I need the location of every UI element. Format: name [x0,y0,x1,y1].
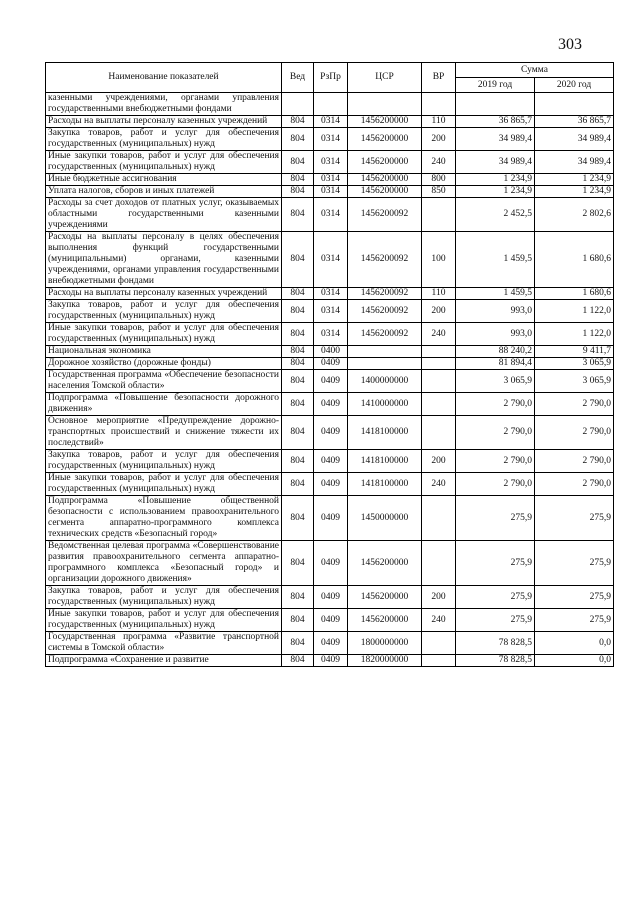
table-row [46,93,614,116]
row-2020-amount: 3 065,9 [535,358,614,370]
row-name: Иные закупки товаров, работ и услуг для обеспечения государственных (муниципальных) нужд [46,473,282,496]
row-2019-amount: 275,9 [456,541,535,586]
row-2020-amount [535,93,614,116]
table-row [46,300,614,323]
row-ved: 804 [282,609,314,632]
table-row [46,358,614,370]
header-2019: 2019 год [456,78,535,93]
row-2019-amount: 81 894,4 [456,358,535,370]
table-row [46,232,614,288]
row-2019-amount: 36 865,7 [456,116,535,128]
row-name: Подпрограмма «Повышение общественной безопасности с использованием правоохранительного сегмента аппаратно-программного комплекса технических средств «Безопасный город» [46,496,282,541]
row-2019-amount: 275,9 [456,586,535,609]
header-rzpr: РзПр [314,63,348,93]
row-csr: 1400000000 [348,370,422,393]
row-name: Иные закупки товаров, работ и услуг для обеспечения государственных (муниципальных) нужд [46,323,282,346]
row-vr [422,358,456,370]
row-vr [422,496,456,541]
table-row [46,586,614,609]
page-number: 303 [558,36,582,53]
row-vr: 200 [422,300,456,323]
row-rzpr: 0314 [314,151,348,174]
row-2020-amount: 2 790,0 [535,473,614,496]
row-ved: 804 [282,288,314,300]
row-2020-amount: 2 790,0 [535,450,614,473]
header-name: Наименование показателей [46,63,282,93]
row-vr [422,655,456,667]
row-csr: 1800000000 [348,632,422,655]
row-name: Дорожное хозяйство (дорожные фонды) [46,358,282,370]
row-ved: 804 [282,186,314,198]
table-row [46,323,614,346]
row-csr [348,346,422,358]
row-2020-amount: 1 680,6 [535,288,614,300]
row-2019-amount: 275,9 [456,609,535,632]
row-vr [422,541,456,586]
row-csr: 1456200000 [348,151,422,174]
row-2019-amount: 78 828,5 [456,632,535,655]
row-ved: 804 [282,198,314,232]
row-2020-amount: 1 680,6 [535,232,614,288]
row-ved: 804 [282,346,314,358]
row-2019-amount: 2 790,0 [456,393,535,416]
row-rzpr: 0409 [314,655,348,667]
table-row [46,174,614,186]
row-vr: 240 [422,323,456,346]
row-vr [422,93,456,116]
row-vr: 200 [422,128,456,151]
row-name: Государственная программа «Развитие транспортной системы в Томской области» [46,632,282,655]
row-name: Закупка товаров, работ и услуг для обеспечения государственных (муниципальных) нужд [46,450,282,473]
row-2020-amount: 34 989,4 [535,151,614,174]
row-name: казенными учреждениями, органами управления государственными внебюджетными фондами [46,93,282,116]
table-row [46,632,614,655]
row-2020-amount: 275,9 [535,541,614,586]
row-vr: 240 [422,151,456,174]
row-name: Иные закупки товаров, работ и услуг для обеспечения государственных (муниципальных) нужд [46,609,282,632]
table-row [46,288,614,300]
row-rzpr: 0409 [314,416,348,450]
row-name: Иные закупки товаров, работ и услуг для обеспечения государственных (муниципальных) нужд [46,151,282,174]
table-row [46,370,614,393]
budget-table [45,62,614,667]
row-vr [422,632,456,655]
header-csr: ЦСР [348,63,422,93]
row-2019-amount: 1 459,5 [456,288,535,300]
row-ved: 804 [282,632,314,655]
header-ved: Вед [282,63,314,93]
row-name: Подпрограмма «Сохранение и развитие [46,655,282,667]
row-name: Государственная программа «Обеспечение безопасности населения Томской области» [46,370,282,393]
row-2020-amount: 2 802,6 [535,198,614,232]
row-csr [348,358,422,370]
row-2020-amount: 34 989,4 [535,128,614,151]
row-rzpr: 0409 [314,609,348,632]
row-csr: 1418100000 [348,416,422,450]
row-2019-amount: 993,0 [456,300,535,323]
row-2020-amount: 9 411,7 [535,346,614,358]
row-rzpr: 0314 [314,323,348,346]
header-vr: ВР [422,63,456,93]
row-csr: 1450000000 [348,496,422,541]
row-vr: 110 [422,116,456,128]
table-row [46,609,614,632]
row-name: Закупка товаров, работ и услуг для обеспечения государственных (муниципальных) нужд [46,586,282,609]
row-2019-amount: 2 790,0 [456,450,535,473]
row-rzpr: 0409 [314,586,348,609]
table-row [46,473,614,496]
row-vr [422,346,456,358]
row-ved: 804 [282,151,314,174]
table-row [46,450,614,473]
row-2019-amount: 88 240,2 [456,346,535,358]
table-row [46,416,614,450]
row-vr: 110 [422,288,456,300]
row-ved: 804 [282,496,314,541]
table-row [46,116,614,128]
row-2020-amount: 1 122,0 [535,323,614,346]
row-ved: 804 [282,416,314,450]
row-2019-amount: 34 989,4 [456,128,535,151]
row-csr: 1456200000 [348,186,422,198]
row-2020-amount: 275,9 [535,586,614,609]
row-csr: 1456200000 [348,609,422,632]
table-row [46,496,614,541]
row-name: Закупка товаров, работ и услуг для обеспечения государственных (муниципальных) нужд [46,128,282,151]
row-ved: 804 [282,232,314,288]
row-rzpr: 0409 [314,496,348,541]
row-ved: 804 [282,358,314,370]
row-csr: 1410000000 [348,393,422,416]
row-name: Расходы за счет доходов от платных услуг, оказываемых областными государственными казенными учреждениями [46,198,282,232]
row-vr: 200 [422,586,456,609]
row-rzpr: 0314 [314,116,348,128]
row-name: Подпрограмма «Повышение безопасности дорожного движения» [46,393,282,416]
row-2020-amount: 1 234,9 [535,174,614,186]
row-csr: 1456200092 [348,232,422,288]
row-rzpr: 0314 [314,186,348,198]
row-2019-amount: 275,9 [456,496,535,541]
row-2020-amount: 2 790,0 [535,393,614,416]
row-csr: 1820000000 [348,655,422,667]
row-rzpr: 0314 [314,174,348,186]
row-2019-amount: 78 828,5 [456,655,535,667]
row-vr: 850 [422,186,456,198]
row-rzpr: 0409 [314,632,348,655]
row-name: Уплата налогов, сборов и иных платежей [46,186,282,198]
row-rzpr: 0409 [314,450,348,473]
row-2020-amount: 36 865,7 [535,116,614,128]
row-2020-amount: 3 065,9 [535,370,614,393]
row-ved: 804 [282,473,314,496]
row-name: Расходы на выплаты персоналу казенных учреждений [46,288,282,300]
row-ved: 804 [282,541,314,586]
row-2020-amount: 0,0 [535,632,614,655]
row-rzpr: 0314 [314,232,348,288]
row-vr: 240 [422,473,456,496]
row-2019-amount: 1 234,9 [456,174,535,186]
row-vr [422,370,456,393]
table-row [46,346,614,358]
row-ved: 804 [282,393,314,416]
row-ved: 804 [282,655,314,667]
row-name: Ведомственная целевая программа «Совершенствование развития правоохранительного сегмента аппаратно-программного комплекса «Безопасный город» и организации дорожного движения» [46,541,282,586]
row-csr: 1418100000 [348,473,422,496]
row-csr: 1456200092 [348,288,422,300]
row-csr: 1456200092 [348,323,422,346]
table-row [46,198,614,232]
row-csr: 1456200000 [348,541,422,586]
row-ved: 804 [282,116,314,128]
row-csr: 1456200000 [348,116,422,128]
row-2019-amount: 1 459,5 [456,232,535,288]
row-csr: 1456200000 [348,174,422,186]
table-row [46,186,614,198]
row-2020-amount: 275,9 [535,496,614,541]
row-vr: 100 [422,232,456,288]
row-ved: 804 [282,370,314,393]
row-rzpr: 0314 [314,198,348,232]
row-vr [422,393,456,416]
row-ved: 804 [282,323,314,346]
row-rzpr: 0409 [314,473,348,496]
row-vr [422,416,456,450]
row-name: Расходы на выплаты персоналу в целях обеспечения выполнения функций государственными (муниципальными) органами, казенными учреждениями, органами управления государственными внебюджетными фондами [46,232,282,288]
header-sum: Сумма [456,63,614,78]
table-row [46,128,614,151]
row-name: Основное мероприятие «Предупреждение дорожно-транспортных происшествий и снижение тяжести их последствий» [46,416,282,450]
row-2020-amount: 1 234,9 [535,186,614,198]
row-vr: 240 [422,609,456,632]
row-ved [282,93,314,116]
row-name: Национальная экономика [46,346,282,358]
row-rzpr: 0409 [314,358,348,370]
row-ved: 804 [282,586,314,609]
row-rzpr: 0314 [314,300,348,323]
row-2019-amount: 2 452,5 [456,198,535,232]
row-2020-amount: 1 122,0 [535,300,614,323]
row-vr: 200 [422,450,456,473]
row-2019-amount: 34 989,4 [456,151,535,174]
row-rzpr: 0409 [314,393,348,416]
row-2020-amount: 275,9 [535,609,614,632]
row-rzpr: 0400 [314,346,348,358]
row-rzpr [314,93,348,116]
row-vr: 800 [422,174,456,186]
table-row [46,541,614,586]
row-csr: 1456200000 [348,586,422,609]
row-ved: 804 [282,450,314,473]
row-2019-amount: 993,0 [456,323,535,346]
row-2019-amount: 1 234,9 [456,186,535,198]
row-rzpr: 0314 [314,128,348,151]
row-csr: 1456200000 [348,128,422,151]
row-rzpr: 0314 [314,288,348,300]
row-vr [422,198,456,232]
row-2019-amount: 2 790,0 [456,473,535,496]
row-2019-amount: 3 065,9 [456,370,535,393]
row-2020-amount: 2 790,0 [535,416,614,450]
row-2019-amount: 2 790,0 [456,416,535,450]
table-body [46,93,614,667]
row-ved: 804 [282,174,314,186]
row-ved: 804 [282,300,314,323]
header-2020: 2020 год [535,78,614,93]
table-row [46,151,614,174]
row-csr: 1418100000 [348,450,422,473]
row-csr [348,93,422,116]
table-row [46,655,614,667]
row-rzpr: 0409 [314,541,348,586]
row-rzpr: 0409 [314,370,348,393]
row-2019-amount [456,93,535,116]
row-name: Закупка товаров, работ и услуг для обеспечения государственных (муниципальных) нужд [46,300,282,323]
row-csr: 1456200092 [348,198,422,232]
row-2020-amount: 0,0 [535,655,614,667]
row-name: Иные бюджетные ассигнования [46,174,282,186]
table-row [46,393,614,416]
row-csr: 1456200092 [348,300,422,323]
row-ved: 804 [282,128,314,151]
table-header [46,63,614,93]
row-name: Расходы на выплаты персоналу казенных учреждений [46,116,282,128]
